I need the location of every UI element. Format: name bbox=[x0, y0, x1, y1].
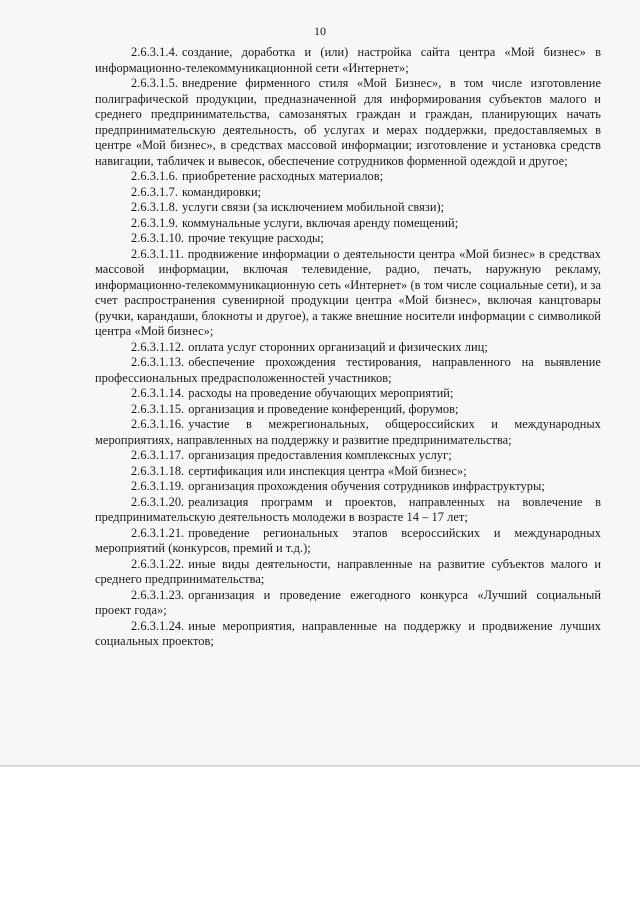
list-item bbox=[95, 479, 601, 495]
item-number: 2.6.3.1.5. bbox=[131, 76, 178, 90]
item-text: реализация программ и проектов, направленных на вовлечение в предпринимательскую деятельность молодежи в возрасте 14 – 17 лет; bbox=[95, 494, 601, 524]
item-number: 2.6.3.1.9. bbox=[131, 215, 178, 230]
list-item bbox=[95, 588, 601, 619]
item-text: расходы на проведение обучающих мероприятий; bbox=[188, 386, 454, 400]
item-number: 2.6.3.1.14. bbox=[131, 386, 185, 400]
item-text: коммунальные услуги, включая аренду помещений; bbox=[181, 215, 459, 230]
item-number: 2.6.3.1.11. bbox=[131, 246, 184, 261]
item-text: участие в межрегиональных, общероссийских и международных мероприятиях, направленных на поддержку и развитие предпринимательства; bbox=[95, 417, 601, 447]
item-number: 2.6.3.1.18. bbox=[131, 463, 185, 478]
list-item bbox=[95, 185, 601, 201]
item-number: 2.6.3.1.12. bbox=[131, 339, 185, 354]
item-number: 2.6.3.1.7. bbox=[131, 184, 178, 199]
item-text: организация и проведение ежегодного конкурса «Лучший социальный проект года»; bbox=[95, 587, 601, 617]
document-body bbox=[95, 45, 601, 650]
item-text: сертификация или инспекция центра «Мой бизнес»; bbox=[188, 463, 467, 478]
item-text: организация и проведение конференций, форумов; bbox=[188, 401, 459, 416]
page-bottom-edge bbox=[0, 765, 640, 767]
item-text: иные виды деятельности, направленные на развитие субъектов малого и среднего предпринимательства; bbox=[95, 556, 601, 586]
item-text: обеспечение прохождения тестирования, направленного на выявление профессиональных предрасположенностей участников; bbox=[95, 355, 601, 385]
item-text: организация предоставления комплексных услуг; bbox=[188, 448, 452, 462]
list-item bbox=[95, 464, 601, 480]
list-item bbox=[95, 76, 601, 169]
list-item bbox=[95, 619, 601, 650]
item-number: 2.6.3.1.21. bbox=[131, 525, 185, 540]
item-number: 2.6.3.1.10. bbox=[131, 231, 185, 245]
item-number: 2.6.3.1.20. bbox=[131, 494, 185, 509]
list-item bbox=[95, 526, 601, 557]
list-item bbox=[95, 402, 601, 418]
item-number: 2.6.3.1.24. bbox=[131, 618, 185, 633]
item-text: услуги связи (за исключением мобильной связи); bbox=[181, 200, 445, 214]
item-number: 2.6.3.1.15. bbox=[131, 401, 185, 416]
item-number: 2.6.3.1.4. bbox=[131, 45, 178, 59]
item-text: организация прохождения обучения сотрудников инфраструктуры; bbox=[188, 479, 545, 493]
item-text: иные мероприятия, направленные на поддержку и продвижение лучших социальных проектов; bbox=[95, 618, 601, 648]
page-number: 10 bbox=[314, 24, 326, 38]
item-text: прочие текущие расходы; bbox=[188, 231, 324, 245]
list-item bbox=[95, 231, 601, 247]
list-item bbox=[95, 448, 601, 464]
item-number: 2.6.3.1.13. bbox=[131, 355, 185, 369]
list-item bbox=[95, 355, 601, 386]
item-number: 2.6.3.1.8. bbox=[131, 200, 178, 214]
list-item bbox=[95, 495, 601, 526]
item-number: 2.6.3.1.17. bbox=[131, 448, 185, 462]
list-item bbox=[95, 386, 601, 402]
item-text: создание, доработка и (или) настройка сайта центра «Мой бизнес» в информационно-телекоммуникационной сети «Интернет»; bbox=[95, 45, 601, 75]
list-item bbox=[95, 216, 601, 232]
item-text: продвижение информации о деятельности центра «Мой бизнес» в средствах массовой информации, включая телевидение, радио, печать, наружную рекламу, информационно-телекоммуникационную сеть «Интернет» (в том числе социальные сети), и за счет распространения сувенирной продукции центра «Мой бизнес», включая канцтовары (ручки, карандаши, блокноты и другое), а также внешние носители информации с символикой центра «Мой бизнес»; bbox=[95, 246, 601, 338]
list-item bbox=[95, 247, 601, 340]
item-number: 2.6.3.1.22. bbox=[131, 556, 185, 571]
list-item bbox=[95, 417, 601, 448]
list-item bbox=[95, 169, 601, 185]
item-text: проведение региональных этапов всероссийских и международных мероприятий (конкурсов, премий и т.д.); bbox=[95, 525, 601, 555]
list-item bbox=[95, 557, 601, 588]
item-text: командировки; bbox=[181, 184, 262, 199]
list-item bbox=[95, 45, 601, 76]
item-number: 2.6.3.1.16. bbox=[131, 417, 185, 431]
item-number: 2.6.3.1.19. bbox=[131, 479, 185, 493]
list-item bbox=[95, 200, 601, 216]
list-item bbox=[95, 340, 601, 356]
item-number: 2.6.3.1.6. bbox=[131, 169, 178, 183]
item-text: приобретение расходных материалов; bbox=[181, 169, 384, 183]
item-text: оплата услуг сторонних организаций и физических лиц; bbox=[188, 339, 488, 354]
item-number: 2.6.3.1.23. bbox=[131, 587, 185, 602]
item-text: внедрение фирменного стиля «Мой Бизнес», в том числе изготовление полиграфической продукции, предназначенной для информирования субъектов малого и среднего предпринимательства, самозанятых граждан и граждан, планирующих начать предпринимательскую деятельность, об услугах и мерах поддержки, предоставляемых в центре «Мой бизнес», в средствах массовой информации; изготовление и установка средств навигации, табличек и вывесок, обеспечение сотрудников форменной одеждой и другое; bbox=[95, 76, 601, 168]
